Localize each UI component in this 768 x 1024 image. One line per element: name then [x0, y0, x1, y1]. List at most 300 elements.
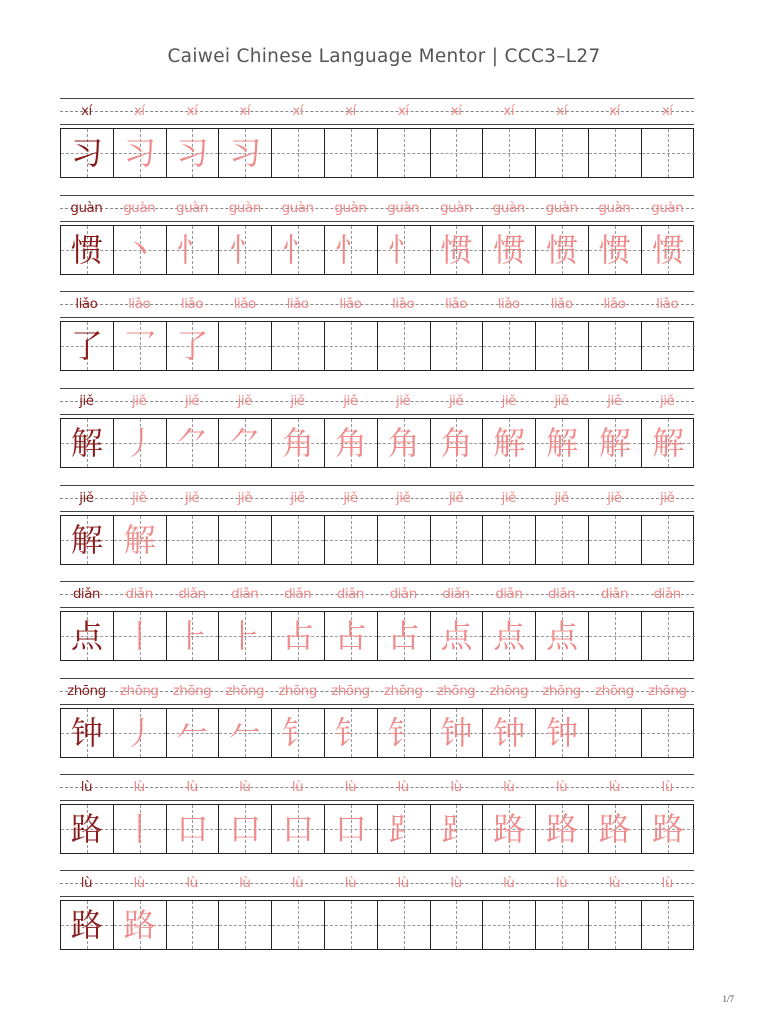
pinyin-trace: zhōng	[225, 683, 265, 699]
grid-cell	[431, 226, 484, 274]
pinyin-line	[60, 485, 694, 512]
grid-cell	[219, 805, 272, 853]
trace-character: 惯	[546, 231, 579, 269]
grid-cell	[378, 709, 431, 757]
trace-character	[325, 322, 377, 370]
pinyin-trace: zhōng	[331, 683, 370, 699]
trace-character	[589, 129, 641, 177]
pinyin-trace: xí	[556, 103, 567, 119]
grid-cell	[589, 805, 642, 853]
grid-cell	[325, 709, 378, 757]
grid-cell	[325, 805, 378, 853]
grid-cell	[378, 419, 431, 467]
pinyin-trace: xí	[503, 103, 515, 119]
grid-cell	[378, 901, 431, 949]
grid-cell	[61, 516, 114, 564]
grid-cell	[378, 226, 431, 274]
grid-cell	[272, 322, 325, 370]
model-character: 习	[70, 134, 103, 172]
character-grid	[60, 611, 694, 661]
trace-character: 口	[282, 810, 315, 848]
grid-cell	[114, 129, 167, 177]
pinyin-trace: jiě	[448, 393, 464, 409]
trace-character: 乛	[123, 327, 156, 365]
trace-character	[642, 516, 695, 564]
pinyin-trace: jiě	[343, 393, 358, 409]
pinyin-trace: zhōng	[119, 683, 159, 699]
trace-character: 解	[546, 424, 579, 462]
pinyin-trace: lù	[186, 779, 198, 795]
pinyin-trace: diǎn	[336, 586, 364, 602]
trace-character: 路	[546, 810, 579, 848]
trace-character: 𠂉	[229, 714, 262, 752]
trace-character	[219, 322, 271, 370]
pinyin-trace: jiě	[660, 393, 675, 409]
grid-cell	[642, 612, 695, 660]
grid-cell	[431, 516, 484, 564]
pinyin-trace: jiě	[184, 393, 200, 409]
trace-character: 占	[387, 617, 420, 655]
trace-character: 钟	[546, 714, 579, 752]
trace-character: 丨	[123, 810, 156, 848]
grid-cell	[431, 901, 484, 949]
pinyin-model: jiě	[79, 490, 94, 506]
trace-character: 惯	[652, 231, 685, 269]
pinyin-trace: jiě	[237, 490, 252, 506]
trace-character: 钟	[440, 714, 473, 752]
grid-cell	[642, 805, 695, 853]
grid-cell	[536, 419, 589, 467]
pinyin-trace: diǎn	[178, 586, 206, 602]
trace-character: ⺊	[229, 617, 262, 655]
grid-cell	[642, 516, 695, 564]
pinyin-trace: xí	[292, 103, 303, 119]
grid-cell	[589, 419, 642, 467]
grid-cell	[114, 419, 167, 467]
pinyin-trace: liǎo	[656, 296, 679, 312]
grid-cell	[114, 516, 167, 564]
grid-cell	[219, 419, 272, 467]
pinyin-trace: lù	[291, 875, 304, 891]
grid-cell	[378, 322, 431, 370]
trace-character: 角	[282, 424, 315, 462]
pinyin-trace: lù	[291, 779, 304, 795]
pinyin-trace: lù	[450, 875, 462, 891]
trace-character: 角	[387, 424, 420, 462]
pinyin-line	[60, 98, 694, 125]
grid-cell	[378, 612, 431, 660]
pinyin-trace: liǎo	[392, 296, 415, 312]
pinyin-trace: jiě	[448, 490, 464, 506]
trace-character: 口	[229, 810, 262, 848]
pinyin-trace: xí	[133, 103, 145, 119]
trace-character: 钅	[387, 714, 420, 752]
grid-cell	[114, 805, 167, 853]
grid-cell	[272, 226, 325, 274]
pinyin-trace: lù	[608, 875, 621, 891]
grid-cell	[325, 129, 378, 177]
grid-cell	[272, 805, 325, 853]
trace-character	[483, 516, 535, 564]
pinyin-trace: diǎn	[600, 586, 628, 602]
pinyin-trace: lù	[503, 875, 515, 891]
grid-cell	[167, 805, 220, 853]
pinyin-trace: zhōng	[436, 683, 476, 699]
grid-cell	[483, 226, 536, 274]
practice-row	[60, 388, 694, 466]
grid-cell	[589, 226, 642, 274]
grid-cell	[272, 901, 325, 949]
pinyin-trace: lù	[661, 779, 673, 795]
grid-cell	[378, 805, 431, 853]
grid-cell	[378, 129, 431, 177]
practice-row	[60, 678, 694, 756]
pinyin-trace: lù	[397, 779, 409, 795]
grid-cell	[61, 419, 114, 467]
trace-character	[589, 516, 641, 564]
trace-character: 角	[334, 424, 367, 462]
pinyin-trace: jiě	[132, 393, 147, 409]
grid-cell	[167, 516, 220, 564]
grid-cell	[61, 805, 114, 853]
trace-character: 路	[652, 810, 685, 848]
grid-cell	[536, 709, 589, 757]
trace-character	[219, 901, 271, 949]
pinyin-trace: guàn	[651, 200, 684, 216]
pinyin-trace: jiě	[607, 393, 622, 409]
trace-character: 解	[598, 424, 631, 462]
pinyin-model: jiě	[79, 393, 94, 409]
trace-character	[589, 709, 641, 757]
pinyin-trace: zhōng	[489, 683, 529, 699]
pinyin-model: zhōng	[67, 683, 106, 699]
grid-cell	[219, 322, 272, 370]
model-character: 点	[70, 617, 103, 655]
grid-cell	[536, 516, 589, 564]
trace-character	[378, 322, 430, 370]
pinyin-trace: xí	[239, 103, 251, 119]
pinyin-trace: liǎo	[128, 296, 151, 312]
trace-character: ⺈	[229, 424, 262, 462]
trace-character	[378, 516, 430, 564]
trace-character: 丨	[123, 617, 156, 655]
trace-character: 忄	[176, 231, 209, 269]
trace-character	[272, 322, 324, 370]
grid-cell	[272, 419, 325, 467]
grid-cell	[167, 226, 220, 274]
trace-character	[642, 901, 695, 949]
model-character: 路	[70, 906, 103, 944]
model-character: 惯	[70, 231, 103, 269]
trace-character: 钅	[282, 714, 315, 752]
grid-cell	[325, 322, 378, 370]
trace-character: 解	[493, 424, 526, 462]
grid-cell	[61, 322, 114, 370]
pinyin-trace: guàn	[176, 200, 208, 216]
trace-character	[431, 516, 483, 564]
trace-character	[325, 129, 377, 177]
grid-cell	[642, 709, 695, 757]
grid-cell	[114, 709, 167, 757]
pinyin-trace: liǎo	[497, 296, 520, 312]
pinyin-trace: jiě	[396, 490, 411, 506]
grid-cell	[642, 129, 695, 177]
pinyin-trace: lù	[186, 875, 198, 891]
trace-character	[589, 612, 641, 660]
grid-cell	[272, 709, 325, 757]
pinyin-trace: xí	[450, 103, 462, 119]
pinyin-line	[60, 388, 694, 415]
trace-character: 口	[334, 810, 367, 848]
grid-cell	[114, 322, 167, 370]
pinyin-trace: jiě	[501, 490, 516, 506]
trace-character: 了	[176, 327, 209, 365]
pinyin-trace: diǎn	[495, 586, 523, 602]
practice-row	[60, 870, 694, 948]
grid-cell	[642, 901, 695, 949]
pinyin-trace: liǎo	[180, 296, 204, 312]
trace-character	[219, 516, 271, 564]
pinyin-trace: lù	[239, 779, 251, 795]
character-grid	[60, 321, 694, 371]
character-grid	[60, 708, 694, 758]
pinyin-trace: xí	[609, 103, 620, 119]
pinyin-model: diǎn	[72, 586, 100, 602]
character-grid	[60, 804, 694, 854]
model-character: 了	[70, 327, 103, 365]
trace-character: 角	[440, 424, 473, 462]
trace-character: ⺊	[176, 617, 209, 655]
grid-cell	[483, 322, 536, 370]
trace-character: 路	[123, 906, 156, 944]
pinyin-trace: diǎn	[389, 586, 417, 602]
pinyin-trace: jiě	[290, 490, 305, 506]
character-grid	[60, 900, 694, 950]
grid-cell	[114, 901, 167, 949]
pinyin-trace: jiě	[132, 490, 147, 506]
pinyin-line	[60, 774, 694, 801]
pinyin-trace: guàn	[598, 200, 631, 216]
trace-character: 点	[546, 617, 579, 655]
pinyin-trace: lù	[344, 875, 357, 891]
trace-character: 解	[652, 424, 685, 462]
pinyin-trace: liǎo	[339, 296, 362, 312]
trace-character: 惯	[493, 231, 526, 269]
grid-cell	[483, 709, 536, 757]
character-grid	[60, 515, 694, 565]
trace-character	[272, 516, 324, 564]
pinyin-trace: jiě	[607, 490, 622, 506]
grid-cell	[483, 516, 536, 564]
trace-character: 丶	[123, 231, 156, 269]
grid-cell	[61, 901, 114, 949]
pinyin-trace: lù	[555, 779, 568, 795]
trace-character: 口	[176, 810, 209, 848]
practice-row	[60, 195, 694, 273]
trace-character	[483, 129, 535, 177]
grid-cell	[219, 901, 272, 949]
pinyin-trace: zhōng	[647, 683, 687, 699]
pinyin-trace: liǎo	[603, 296, 626, 312]
pinyin-trace: lù	[503, 779, 515, 795]
trace-character: 习	[176, 134, 209, 172]
grid-cell	[272, 129, 325, 177]
character-grid	[60, 225, 694, 275]
pinyin-trace: lù	[397, 875, 409, 891]
grid-cell	[483, 805, 536, 853]
pinyin-trace: lù	[344, 779, 357, 795]
trace-character: 路	[598, 810, 631, 848]
grid-cell	[642, 419, 695, 467]
pinyin-trace: jiě	[184, 490, 200, 506]
trace-character	[589, 901, 641, 949]
grid-cell	[167, 129, 220, 177]
grid-cell	[483, 612, 536, 660]
pinyin-line	[60, 291, 694, 318]
grid-cell	[589, 612, 642, 660]
trace-character: 钅	[334, 714, 367, 752]
trace-character: 惯	[598, 231, 631, 269]
page-title: Caiwei Chinese Language Mentor | CCC3–L27	[167, 46, 601, 67]
pinyin-trace: zhōng	[595, 683, 634, 699]
trace-character	[642, 129, 695, 177]
trace-character	[325, 516, 377, 564]
pinyin-trace: guàn	[228, 200, 261, 216]
grid-cell	[589, 322, 642, 370]
trace-character: ⻊	[387, 810, 420, 848]
trace-character: 忄	[387, 231, 420, 269]
practice-row	[60, 581, 694, 659]
trace-character	[431, 901, 483, 949]
character-grid	[60, 128, 694, 178]
grid-cell	[642, 322, 695, 370]
pinyin-trace: zhōng	[542, 683, 581, 699]
pinyin-model: lù	[80, 875, 93, 891]
pinyin-trace: diǎn	[231, 586, 259, 602]
trace-character	[431, 322, 483, 370]
pinyin-model: guàn	[70, 200, 103, 216]
pinyin-trace: jiě	[554, 490, 569, 506]
grid-cell	[431, 322, 484, 370]
pinyin-trace: lù	[661, 875, 673, 891]
grid-cell	[272, 516, 325, 564]
trace-character	[378, 129, 430, 177]
pinyin-trace: xí	[661, 103, 673, 119]
grid-cell	[642, 226, 695, 274]
trace-character: 点	[440, 617, 473, 655]
pinyin-trace: guàn	[387, 200, 420, 216]
trace-character	[642, 322, 695, 370]
pinyin-model: xí	[81, 103, 92, 119]
trace-character: 路	[493, 810, 526, 848]
trace-character	[325, 901, 377, 949]
grid-cell	[536, 901, 589, 949]
pinyin-trace: jiě	[290, 393, 305, 409]
grid-cell	[589, 901, 642, 949]
model-character: 路	[70, 810, 103, 848]
trace-character: 忄	[229, 231, 262, 269]
trace-character	[483, 901, 535, 949]
practice-row	[60, 98, 694, 176]
trace-character	[431, 129, 483, 177]
grid-cell	[272, 612, 325, 660]
trace-character	[642, 612, 695, 660]
pinyin-trace: zhōng	[383, 683, 423, 699]
trace-character	[272, 901, 324, 949]
grid-cell	[431, 612, 484, 660]
trace-character: 习	[123, 134, 156, 172]
trace-character: ⺈	[176, 424, 209, 462]
grid-cell	[61, 226, 114, 274]
grid-cell	[483, 129, 536, 177]
trace-character: 点	[493, 617, 526, 655]
grid-cell	[167, 612, 220, 660]
grid-cell	[483, 419, 536, 467]
model-character: 解	[70, 424, 103, 462]
grid-cell	[431, 709, 484, 757]
grid-cell	[536, 612, 589, 660]
pinyin-trace: lù	[133, 875, 145, 891]
pinyin-line	[60, 870, 694, 897]
grid-cell	[378, 516, 431, 564]
grid-cell	[536, 129, 589, 177]
trace-character: 丿	[123, 424, 156, 462]
character-grid	[60, 418, 694, 468]
trace-character: 忄	[334, 231, 367, 269]
grid-cell	[483, 901, 536, 949]
pinyin-trace: liǎo	[444, 296, 468, 312]
grid-cell	[431, 419, 484, 467]
pinyin-trace: zhōng	[172, 683, 212, 699]
grid-cell	[431, 129, 484, 177]
trace-character	[642, 709, 695, 757]
trace-character: 忄	[282, 231, 315, 269]
pinyin-trace: lù	[555, 875, 568, 891]
grid-cell	[325, 419, 378, 467]
trace-character: 习	[229, 134, 262, 172]
trace-character	[536, 901, 588, 949]
pinyin-trace: guàn	[334, 200, 367, 216]
trace-character	[483, 322, 535, 370]
pinyin-trace: zhōng	[278, 683, 317, 699]
grid-cell	[61, 709, 114, 757]
pinyin-trace: diǎn	[442, 586, 470, 602]
pinyin-line	[60, 195, 694, 222]
grid-cell	[167, 901, 220, 949]
pinyin-trace: diǎn	[653, 586, 681, 602]
page-number: 1/7	[722, 994, 734, 1004]
pinyin-trace: liǎo	[550, 296, 573, 312]
pinyin-model: liǎo	[75, 296, 98, 312]
trace-character: 解	[123, 521, 156, 559]
pinyin-line	[60, 581, 694, 608]
pinyin-trace: diǎn	[548, 586, 576, 602]
pinyin-trace: lù	[239, 875, 251, 891]
pinyin-trace: lù	[450, 779, 462, 795]
practice-row	[60, 291, 694, 369]
trace-character: 丿	[123, 714, 156, 752]
pinyin-trace: jiě	[396, 393, 411, 409]
trace-character: 钟	[493, 714, 526, 752]
trace-character	[589, 322, 641, 370]
trace-character	[536, 129, 588, 177]
pinyin-model: lù	[80, 779, 93, 795]
pinyin-trace: guàn	[123, 200, 156, 216]
pinyin-line	[60, 678, 694, 705]
pinyin-trace: diǎn	[284, 586, 312, 602]
grid-cell	[61, 612, 114, 660]
grid-cell	[325, 901, 378, 949]
